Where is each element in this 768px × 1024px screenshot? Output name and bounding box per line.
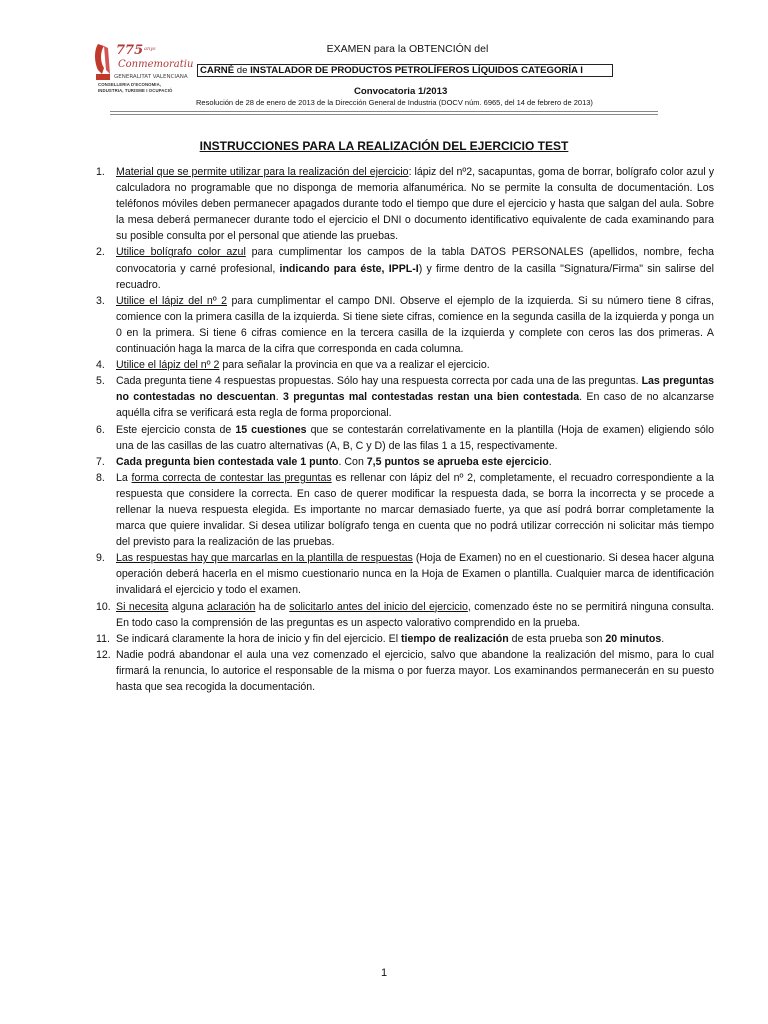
svg-text:Conmemoratiu: Conmemoratiu (118, 59, 194, 70)
instruction-item (96, 550, 714, 598)
instruction-item (96, 357, 714, 373)
instruction-text-run: solicitarlo antes del inicio del ejercicio (289, 600, 468, 613)
instruction-item (96, 373, 714, 421)
instruction-text-run: Si necesita (116, 600, 169, 613)
instruction-text-run: Utilice el lápiz del nº 2 (116, 359, 220, 372)
instruction-text-run: Utilice bolígrafo color azul (116, 246, 246, 259)
instruction-item (96, 647, 714, 695)
instruction-text-run: . Con (338, 455, 367, 468)
instruction-text-run: Nadie podrá abandonar el aula una vez comenzado el ejercicio, salvo que abandone la realización del mismo, para lo cual firmará la renuncia, lo autorice el responsable de la misma o por fuerza mayor. Los examinandos permanecerán en su puesto hasta que sea recogida la documentación. (116, 648, 714, 693)
instruction-text-run: ) y firme dentro de la casilla "Signatura/Firma" sin salirse del recuadro. (116, 262, 714, 291)
instruction-item (96, 470, 714, 550)
instruction-text-run: para cumplimentar el campo DNI. Observe el ejemplo de la izquierda. Si su número tiene 8 cifras, comience con la primera casilla de la izquierda. Si tiene siete cifras, comience en la segunda casilla de la izquierda y ponga un 0 en la primera. Si tiene 6 cifras comience en la tercera casilla de la izquierda y complete con ceros las dos primeras. A continuación haga la marca de la cifra que corresponda en cada columna. (116, 294, 714, 356)
instruction-text-run: de esta prueba son (508, 632, 606, 645)
instruction-text-run: . (275, 391, 283, 404)
instruction-number: 5. (96, 375, 105, 388)
instruction-number: 11. (96, 632, 110, 645)
instruction-text-run: indicando para éste, IPPL-I (279, 262, 419, 275)
instruction-number: 8. (96, 471, 105, 484)
instruction-text-run: . (548, 455, 552, 468)
instruction-text (114, 293, 714, 357)
instruction-number: 4. (96, 359, 105, 372)
instruction-text (114, 454, 714, 470)
instruction-text-run: Las respuestas hay que marcarlas en la plantilla de respuestas (116, 552, 413, 565)
instruction-text-run: 7,5 puntos se aprueba este ejercicio (366, 455, 549, 468)
instruction-text (114, 550, 714, 598)
exam-line: EXAMEN para la OBTENCIÓN del (326, 43, 489, 55)
instruction-text-run: : lápiz del nº2, sacapuntas, goma de borrar, bolígrafo color azul y calculadora no programable que no disponga de memoria alfanumérica. No se permite la consulta de documentación. Los teléfonos móviles deben permanecer apagados durante todo el tiempo que dure el ejercicio y hasta que salgan del aula. Sobre la mesa deberá permanecer durante todo el ejercicio el DNI o documento identificativo equivalente de cada examinando para su posible consulta por el personal que atiende las pruebas. (116, 166, 714, 243)
svg-text:GENERALITAT VALENCIANA: GENERALITAT VALENCIANA (114, 74, 188, 80)
title-de: de (234, 65, 251, 76)
instruction-text (114, 164, 714, 244)
instruction-text-run: es rellenar con lápiz del nº 2, completamente, el recuadro correspondiente a la respuesta que considere la correcta. En caso de querer modificar la respuesta dada, se borra la incorrecta y se procede a rellenar la nueva respuesta elegida. Es importante no marcar demasiado fuerte, ya que así podrá borrar completamente la marca que quiere invalidar. Si desea utilizar bolígrafo tenga en cuenta que no podrá utilizar corrección ni solicitar más tiempo del previsto para la realización de las pruebas. (116, 471, 714, 549)
instruction-item (96, 599, 714, 631)
instruction-number: 9. (96, 552, 105, 565)
instruction-text-run: Material que se permite utilizar para la realización del ejercicio (116, 166, 409, 178)
instruction-number: 10. (96, 600, 111, 613)
title-installer: INSTALADOR DE PRODUCTOS PETROLÍFEROS LÍQUIDOS CATEGORÍA I (250, 65, 583, 76)
instruction-number: 1. (96, 166, 105, 178)
instruction-text-run: Cada pregunta tiene 4 respuestas propuestas. Sólo hay una respuesta correcta por cada una de las preguntas. (116, 375, 642, 388)
instructions-heading: INSTRUCCIONES PARA LA REALIZACIÓN DEL EJERCICIO TEST (199, 139, 569, 153)
page-number: 1 (380, 967, 388, 979)
instruction-text-run: La (116, 471, 132, 484)
instruction-text-run: Se indicará claramente la hora de inicio y fin del ejercicio. El (116, 632, 401, 645)
instruction-text-run: Cada pregunta bien contestada vale 1 punto (116, 455, 339, 468)
instruction-number: 7. (96, 455, 105, 468)
instruction-text-run: Utilice el lápiz del nº 2 (116, 294, 228, 307)
instruction-text-run: ha de (255, 600, 290, 613)
instruction-text-run: Las preguntas no contestadas no descuentan (116, 375, 714, 404)
svg-text:anys: anys (144, 46, 156, 52)
instruction-text-run: , comenzado éste no se permitirá ninguna consulta. En todo caso la comprensión de las preguntas es un aspecto valorativo comprendido en la prueba. (116, 600, 715, 629)
instruction-text-run: . En caso de no alcanzarse aquélla cifra se verificará esta regla de forma proporcional. (116, 391, 715, 420)
resolution-line: Resolución de 28 de enero de 2013 de la Dirección General de Industria (DOCV núm. 6965, del 14 de febrero de 2013) (196, 98, 593, 107)
instruction-text-run: 15 cuestiones (235, 423, 307, 436)
convocatoria: Convocatoria 1/2013 (354, 86, 448, 97)
instruction-text (114, 373, 714, 421)
instruction-text-run: forma correcta de contestar las preguntas (131, 471, 332, 484)
instruction-item (96, 454, 714, 470)
instruction-text (114, 470, 714, 550)
instruction-number: 6. (96, 423, 105, 436)
department-name: CONSELLERIA D'ECONOMIA, INDUSTRIA, TURISME I OCUPACIÓ (98, 82, 173, 93)
instruction-text-run: que se contestarán correlativamente en la plantilla (Hoja de examen) eligiendo sólo una de las casillas de las cuatro alternativas (A, B, C y D) de las filas 1 a 15, respectivamente. (116, 423, 714, 452)
instruction-text-run: para señalar la provincia en que va a realizar el ejercicio. (219, 359, 490, 372)
instruction-text-run: alguna (168, 600, 208, 613)
exam-title-box (197, 64, 613, 77)
instruction-text-run: tiempo de realización (401, 632, 509, 645)
instruction-text-run: Este ejercicio consta de (116, 423, 236, 436)
instruction-text-run: . (661, 632, 665, 645)
instruction-text (114, 357, 714, 373)
instruction-item (96, 293, 714, 357)
instruction-text-run: 3 preguntas mal contestadas restan una bien contestada (283, 391, 580, 404)
instruction-item (96, 244, 714, 292)
instructions-list (96, 164, 714, 695)
instruction-text-run: aclaración (207, 600, 256, 613)
instruction-number: 2. (96, 246, 105, 259)
instruction-text-run: (Hoja de Examen) no en el cuestionario. Si desea hacer alguna operación deberá hacerla en el mismo cuestionario nunca en la Hoja de Examen o plantilla. Cualquier marca de identificación invalidará el ejercicio y todo el examen. (116, 552, 714, 597)
instruction-number: 12. (96, 648, 111, 661)
title-carne: CARNÉ (200, 65, 235, 76)
divider-top (110, 111, 658, 112)
instruction-number: 3. (96, 294, 105, 307)
instruction-text (114, 422, 714, 454)
instruction-text (114, 631, 714, 647)
svg-text:775: 775 (116, 43, 144, 58)
divider-bottom (110, 114, 658, 115)
instruction-text-run: para cumplimentar los campos de la tabla DATOS PERSONALES (apellidos, nombre, fecha convocatoria y carné profesional, (116, 246, 715, 275)
instruction-text (114, 647, 714, 695)
instruction-text (114, 244, 714, 292)
generalitat-logo (92, 40, 204, 110)
instruction-text (114, 599, 714, 631)
instruction-text-run: 20 minutos (605, 632, 662, 645)
instruction-item (96, 422, 714, 454)
instruction-item (96, 631, 714, 647)
instruction-item (96, 164, 714, 244)
